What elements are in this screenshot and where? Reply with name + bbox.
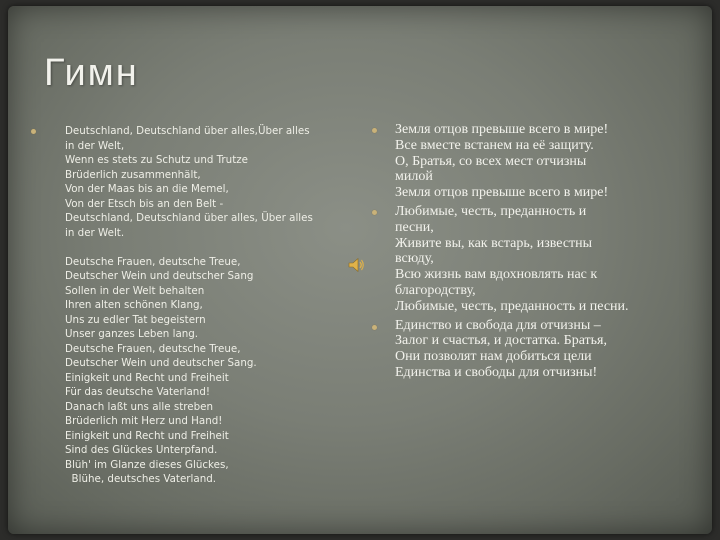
lyric-line: Blühe, deutsches Vaterland. xyxy=(65,473,217,485)
lyric-line: Ihren alten schönen Klang, xyxy=(65,299,203,311)
lyric-line: Sind des Glückes Unterpfand. xyxy=(65,444,218,456)
translation-line: песни, xyxy=(395,219,434,235)
lyric-line: Brüderlich mit Herz und Hand! xyxy=(65,415,223,427)
lyric-line: Unser ganzes Leben lang. xyxy=(65,328,199,340)
lyric-line: Blüh' im Glanze dieses Glückes, xyxy=(65,458,229,471)
translation-line: милой xyxy=(395,169,433,185)
translation-line: всюду, xyxy=(395,251,434,267)
bullet-icon xyxy=(372,128,377,133)
lyric-line: Uns zu edler Tat begeistern xyxy=(65,313,206,326)
translation-line: Земля отцов превыше всего в мире! xyxy=(395,185,609,201)
lyric-line: Deutscher Wein und deutscher Sang. xyxy=(65,357,257,369)
lyric-line: Deutschland, Deutschland über alles, Über alles xyxy=(65,212,313,224)
lyric-line: Deutsche Frauen, deutsche Treue, xyxy=(65,255,241,268)
lyric-line: Wenn es stets zu Schutz und Trutze xyxy=(65,154,248,166)
translation-paragraph xyxy=(395,122,695,201)
lyric-line: Für das deutsche Vaterland! xyxy=(65,386,210,398)
translation-line: Единства и свободы для отчизны! xyxy=(395,364,598,380)
translation-line: Любимые, честь, преданность и песни. xyxy=(395,298,629,314)
translation-line: Земля отцов превыше всего в мире! xyxy=(395,122,609,137)
lyric-line: in der Welt, xyxy=(65,139,125,152)
translation-line: Живите вы, как встарь, известны xyxy=(395,235,593,251)
translation-line: Все вместе встанем на её защиту. xyxy=(395,137,594,153)
translation-line: Они позволят нам добиться цели xyxy=(395,349,592,365)
translation-line: благородству, xyxy=(395,282,476,298)
translation-line: О, Братья, со всех мест отчизны xyxy=(395,153,587,169)
translation-line: Всю жизнь вам вдохновлять нас к xyxy=(395,267,598,283)
translation-line: Залог и счастья, и достатка. Братья, xyxy=(395,333,607,349)
bullet-icon xyxy=(372,325,377,330)
bullet-icon xyxy=(31,129,36,134)
german-lyrics xyxy=(65,124,355,487)
stanza-gap xyxy=(65,240,355,255)
lyric-line: Sollen in der Welt behalten xyxy=(65,284,205,297)
lyric-line: Einigkeit und Recht und Freiheit xyxy=(65,371,229,384)
lyric-line: Deutscher Wein und deutscher Sang xyxy=(65,270,254,282)
lyric-line: Danach laßt uns alle streben xyxy=(65,400,213,413)
bullet-icon xyxy=(372,210,377,215)
translation-paragraph xyxy=(395,204,695,315)
lyric-line: Deutsche Frauen, deutsche Treue, xyxy=(65,342,241,355)
translation-line: Единство и свобода для отчизны – xyxy=(395,317,601,333)
lyric-line: in der Welt. xyxy=(65,226,125,239)
translation-line: Любимые, честь, преданность и xyxy=(395,203,587,219)
lyric-line: Brüderlich zusammenhält, xyxy=(65,168,201,181)
slide-title: Гимн xyxy=(44,52,139,94)
lyric-line: Von der Maas bis an die Memel, xyxy=(65,183,229,195)
translation-paragraph xyxy=(395,318,695,381)
lyric-line: Von der Etsch bis an den Belt - xyxy=(65,197,224,210)
lyric-line: Einigkeit und Recht und Freiheit xyxy=(65,429,229,442)
speaker-icon[interactable] xyxy=(347,256,365,274)
russian-translation xyxy=(395,122,695,384)
lyric-line: Deutschland, Deutschland über alles,Über alles xyxy=(65,125,310,137)
